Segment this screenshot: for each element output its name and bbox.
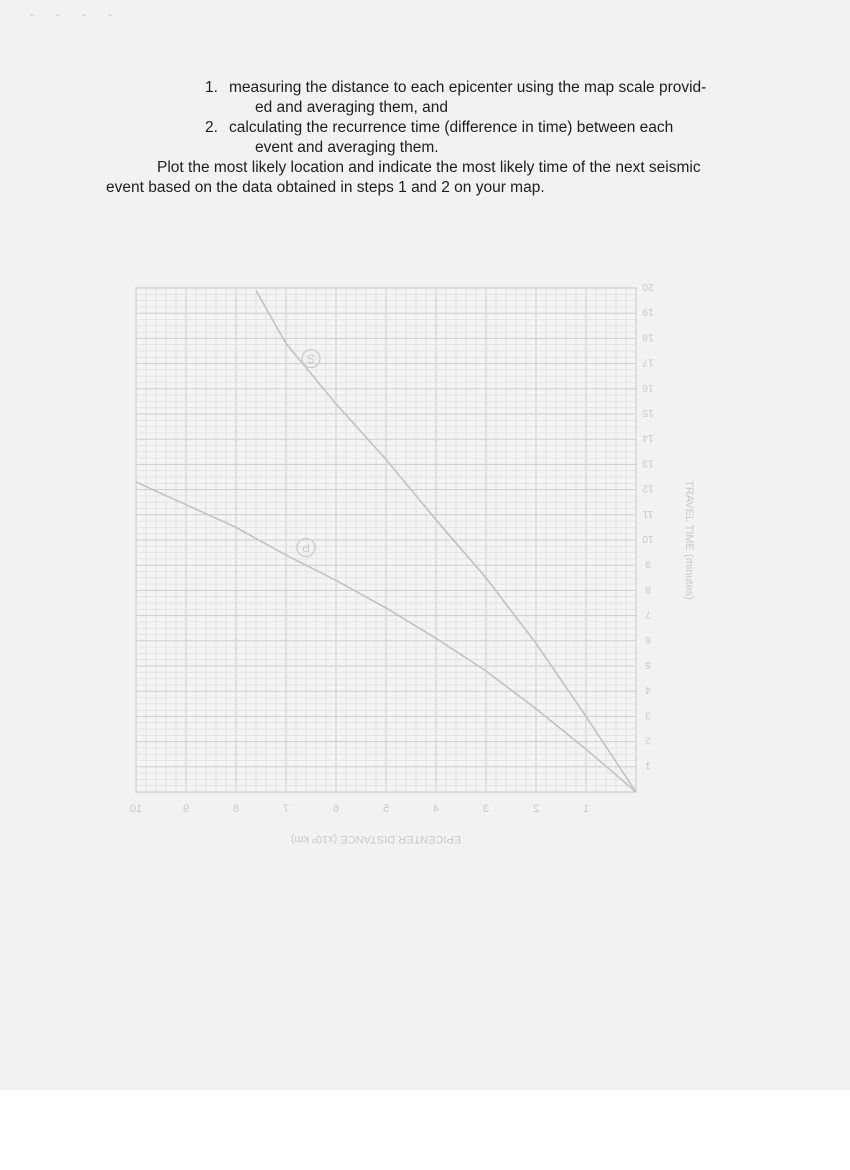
y-tick-label: 14: [642, 432, 654, 444]
step-number: 2.: [205, 119, 218, 136]
y-tick-label: 1: [645, 759, 651, 771]
y-tick-label: 18: [642, 331, 654, 343]
x-tick-label: 4: [432, 803, 440, 815]
step-text-line1: measuring the distance to each epicenter using the map scale provid-: [229, 79, 707, 96]
y-tick-label: 8: [645, 583, 651, 595]
y-tick-label: 9: [645, 558, 651, 570]
x-tick-label: 1: [582, 803, 590, 815]
paragraph-line2: event based on the data obtained in steps 1 and 2 on your map.: [106, 179, 545, 196]
y-tick-label: 16: [642, 381, 654, 393]
x-tick-label: 6: [332, 803, 340, 815]
y-axis-label: TRAVEL TIME (minutes): [683, 480, 695, 600]
step-number: 1.: [205, 79, 218, 96]
y-tick-label: 13: [642, 457, 654, 469]
scan-specks: - - - -: [30, 10, 122, 21]
step-text-line2: ed and averaging them, and: [255, 99, 449, 116]
scan-background-bottom: [0, 1090, 850, 1170]
x-tick-label: 9: [182, 803, 190, 815]
x-tick-label: 2: [532, 803, 540, 815]
y-tick-label: 5: [645, 659, 651, 670]
curve-label-s: S: [306, 351, 316, 366]
y-tick-label: 11: [642, 507, 654, 519]
y-tick-label: 3: [645, 709, 651, 721]
y-tick-label: 12: [642, 482, 654, 494]
x-axis-label: EPICENTER DISTANCE (x10³ km): [290, 833, 462, 845]
step-text-line2: event and averaging them.: [255, 139, 439, 156]
x-tick-label: 8: [232, 803, 240, 815]
y-tick-label: 6: [645, 633, 651, 645]
x-tick-label: 5: [382, 803, 390, 815]
x-tick-label: 10: [129, 803, 143, 815]
y-tick-label: 7: [645, 608, 651, 620]
y-tick-label: 10: [642, 533, 654, 544]
y-tick-label: 2: [645, 734, 651, 746]
x-tick-label: 3: [482, 803, 490, 815]
travel-time-chart: [120, 270, 720, 860]
travel-time-chart-svg: [120, 270, 720, 860]
y-tick-label: 15: [642, 407, 654, 418]
paragraph-line1: Plot the most likely location and indicate the most likely time of the next seismic: [157, 159, 701, 176]
step-text-line1: calculating the recurrence time (difference in time) between each: [229, 119, 674, 136]
y-tick-label: 19: [642, 306, 654, 318]
y-tick-label: 4: [645, 684, 651, 696]
y-tick-label: 17: [642, 356, 654, 368]
x-tick-label: 7: [282, 803, 290, 815]
curve-label-p: P: [301, 540, 311, 555]
y-tick-label: 20: [642, 281, 654, 292]
